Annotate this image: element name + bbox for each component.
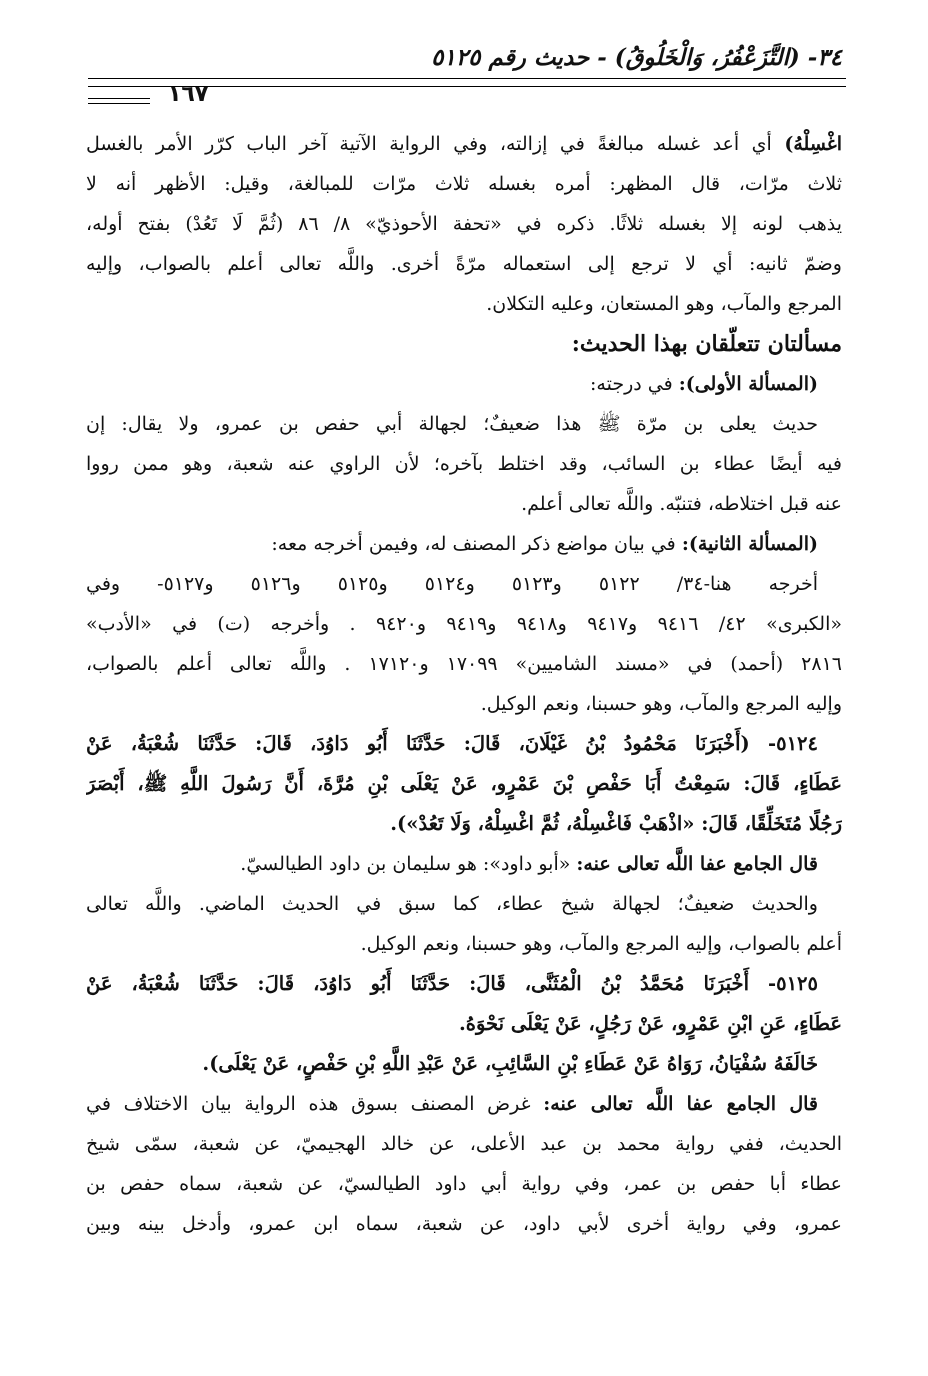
line-text: عَطَاءٍ، قَالَ: سَمِعْتُ أَبَا حَفْصِ بْنَ عَمْرٍو، عَنْ يَعْلَى بْنِ مُرَّةَ، أَنَّ رَسُولَ اللَّهِ ﷺ، أَبْصَرَ — [86, 772, 842, 795]
text-line — [86, 484, 842, 524]
line-text: يذهب لونه إلا بغسله ثلاثًا. ذكره في «تحفة الأحوذيّ» ٨/ ٨٦ (ثُمَّ لَا تَعُدْ) بفتح أوله، — [86, 213, 842, 235]
text-line — [86, 1044, 842, 1084]
line-text: ٥١٢٤- (أَخْبَرَنَا مَحْمُودُ بْنُ غَيْلَانَ، قَالَ: حَدَّثَنَا أَبُو دَاوُدَ، قَالَ: حَدَّثَنَا شُعْبَةُ، عَنْ — [86, 732, 818, 755]
line-text: والحديث ضعيفٌ؛ لجهالة شيخ عطاء، كما سبق في الحديث الماضي. واللَّه تعالى — [86, 893, 818, 915]
line-text: ثلاث مرّات، قال المظهر: أمره بغسله ثلاث مرّات للمبالغة، وقيل: الأظهر أنه لا — [86, 173, 842, 195]
text-line — [86, 1164, 842, 1204]
line-text: أعلم بالصواب، وإليه المرجع والمآب، وهو حسبنا، ونعم الوكيل. — [360, 933, 842, 955]
page-number-rule — [88, 98, 150, 104]
text-line — [86, 1124, 842, 1164]
line-text: الحديث، ففي رواية محمد بن عبد الأعلى، عن خالد الهجيميّ، عن شعبة، سمّى شيخ — [86, 1133, 842, 1155]
line-text: ٥١٢٥- أَخْبَرَنَا مُحَمَّدُ بْنُ الْمُثَنَّى، قَالَ: حَدَّثَنَا أَبُو دَاوُدَ، قَالَ: حَدَّثَنَا شُعْبَةُ، عَنْ — [86, 972, 818, 995]
text-line — [86, 324, 842, 364]
line-text: غرض المصنف بسوق هذه الرواية بيان الاختلاف في — [86, 1093, 544, 1115]
line-text: عمرو، وفي رواية أخرى لأبي داود، عن شعبة، سماه ابن عمرو، وأدخل بينه وبين — [86, 1213, 842, 1235]
bold-lead: قال الجامع عفا اللَّه تعالى عنه: — [543, 1093, 818, 1115]
text-line — [86, 804, 842, 844]
running-header-title: ٣٤- (التَّزَعْفُرُ، وَالْخَلُوقُ) - حديث رقم ٥١٢٥ — [431, 44, 842, 71]
line-text: المرجع والمآب، وهو المستعان، وعليه التكلان. — [486, 293, 842, 315]
line-text: فيه أيضًا عطاء بن السائب، وقد اختلط بآخره؛ لأن الراوي عنه شعبة، وهو ممن رووا — [86, 453, 842, 475]
bold-lead: اغْسِلْهُ) — [784, 133, 842, 155]
text-line — [86, 564, 842, 604]
line-text: رَجُلًا مُتَخَلِّقًا، قَالَ: «اذْهَبْ فَاغْسِلْهُ، ثُمَّ اغْسِلْهُ، وَلَا تَعُدْ»). — [390, 812, 842, 835]
text-line — [86, 604, 842, 644]
bold-lead: (المسألة الأولى): — [678, 373, 818, 395]
line-text: في بيان مواضع ذكر المصنف له، وفيمن أخرجه معه: — [271, 533, 682, 555]
text-line — [86, 284, 842, 324]
text-line — [86, 444, 842, 484]
text-line — [86, 1204, 842, 1244]
text-line — [86, 1004, 842, 1044]
bold-lead: قال الجامع عفا اللَّه تعالى عنه: — [576, 853, 818, 875]
line-text: وإليه المرجع والمآب، وهو حسبنا، ونعم الوكيل. — [480, 693, 842, 715]
text-line — [86, 364, 842, 404]
line-text: في درجته: — [590, 373, 679, 395]
page-number: ١٦٧ — [168, 82, 209, 107]
text-line — [86, 764, 842, 804]
text-line — [86, 524, 842, 564]
text-line — [86, 844, 842, 884]
line-text: ٢٨١٦ (أحمد) في «مسند الشاميين» ١٧٠٩٩ و١٧١٢٠ . واللَّه تعالى أعلم بالصواب، — [86, 653, 842, 675]
line-text: عَطَاءٍ، عَنِ ابْنِ عَمْرٍو، عَنْ رَجُلٍ، عَنْ يَعْلَى نَحْوَهُ. — [458, 1012, 842, 1035]
line-text: حديث يعلى بن مرّة ﷺ هذا ضعيفٌ؛ لجهالة أبي حفص بن عمرو، ولا يقال: إن — [86, 413, 818, 435]
text-line — [86, 884, 842, 924]
text-line — [86, 204, 842, 244]
text-line — [86, 684, 842, 724]
text-line — [86, 964, 842, 1004]
text-line — [86, 1084, 842, 1124]
text-line — [86, 404, 842, 444]
bold-lead: مسألتان تتعلّقان بهذا الحديث: — [571, 331, 842, 357]
text-line — [86, 644, 842, 684]
line-text: عطاء أبا حفص بن عمر، وفي رواية أبي داود الطيالسيّ، عن شعبة، سماه حفص بن — [86, 1173, 842, 1195]
text-line — [86, 724, 842, 764]
line-text: خَالَفَهُ سُفْيَانُ، رَوَاهُ عَنْ عَطَاءِ بْنِ السَّائِبِ، عَنْ عَبْدِ اللَّهِ بْنِ حَفْصٍ، عَنْ يَعْلَى). — [202, 1052, 818, 1075]
line-text: أخرجه هنا-٣٤/ ٥١٢٢ و٥١٢٣ و٥١٢٤ و٥١٢٥ و٥١٢٦ و٥١٢٧- وفي — [86, 573, 819, 595]
text-line — [86, 164, 842, 204]
bold-lead: (المسألة الثانية): — [681, 533, 818, 555]
line-text: أي أعد غسله مبالغةً في إزالته، وفي الرواية الآتية آخر الباب كرّر الأمر بالغسل — [86, 133, 785, 155]
line-text: وضمّ ثانيه: أي لا ترجع إلى استعماله مرّةً أخرى. واللَّه تعالى أعلم بالصواب، وإليه — [86, 253, 842, 275]
text-line — [86, 124, 842, 164]
line-text: «أبو داود»: هو سليمان بن داود الطيالسيّ. — [240, 853, 577, 875]
text-line — [86, 924, 842, 964]
line-text: عنه قبل اختلاطه، فتنبّه. واللَّه تعالى أعلم. — [521, 493, 842, 515]
line-text: «الكبرى» ٤٢/ ٩٤١٦ و٩٤١٧ و٩٤١٨ و٩٤١٩ و٩٤٢٠ . وأخرجه (ت) في «الأدب» — [86, 613, 842, 635]
body-text — [86, 124, 842, 1244]
text-line — [86, 244, 842, 284]
